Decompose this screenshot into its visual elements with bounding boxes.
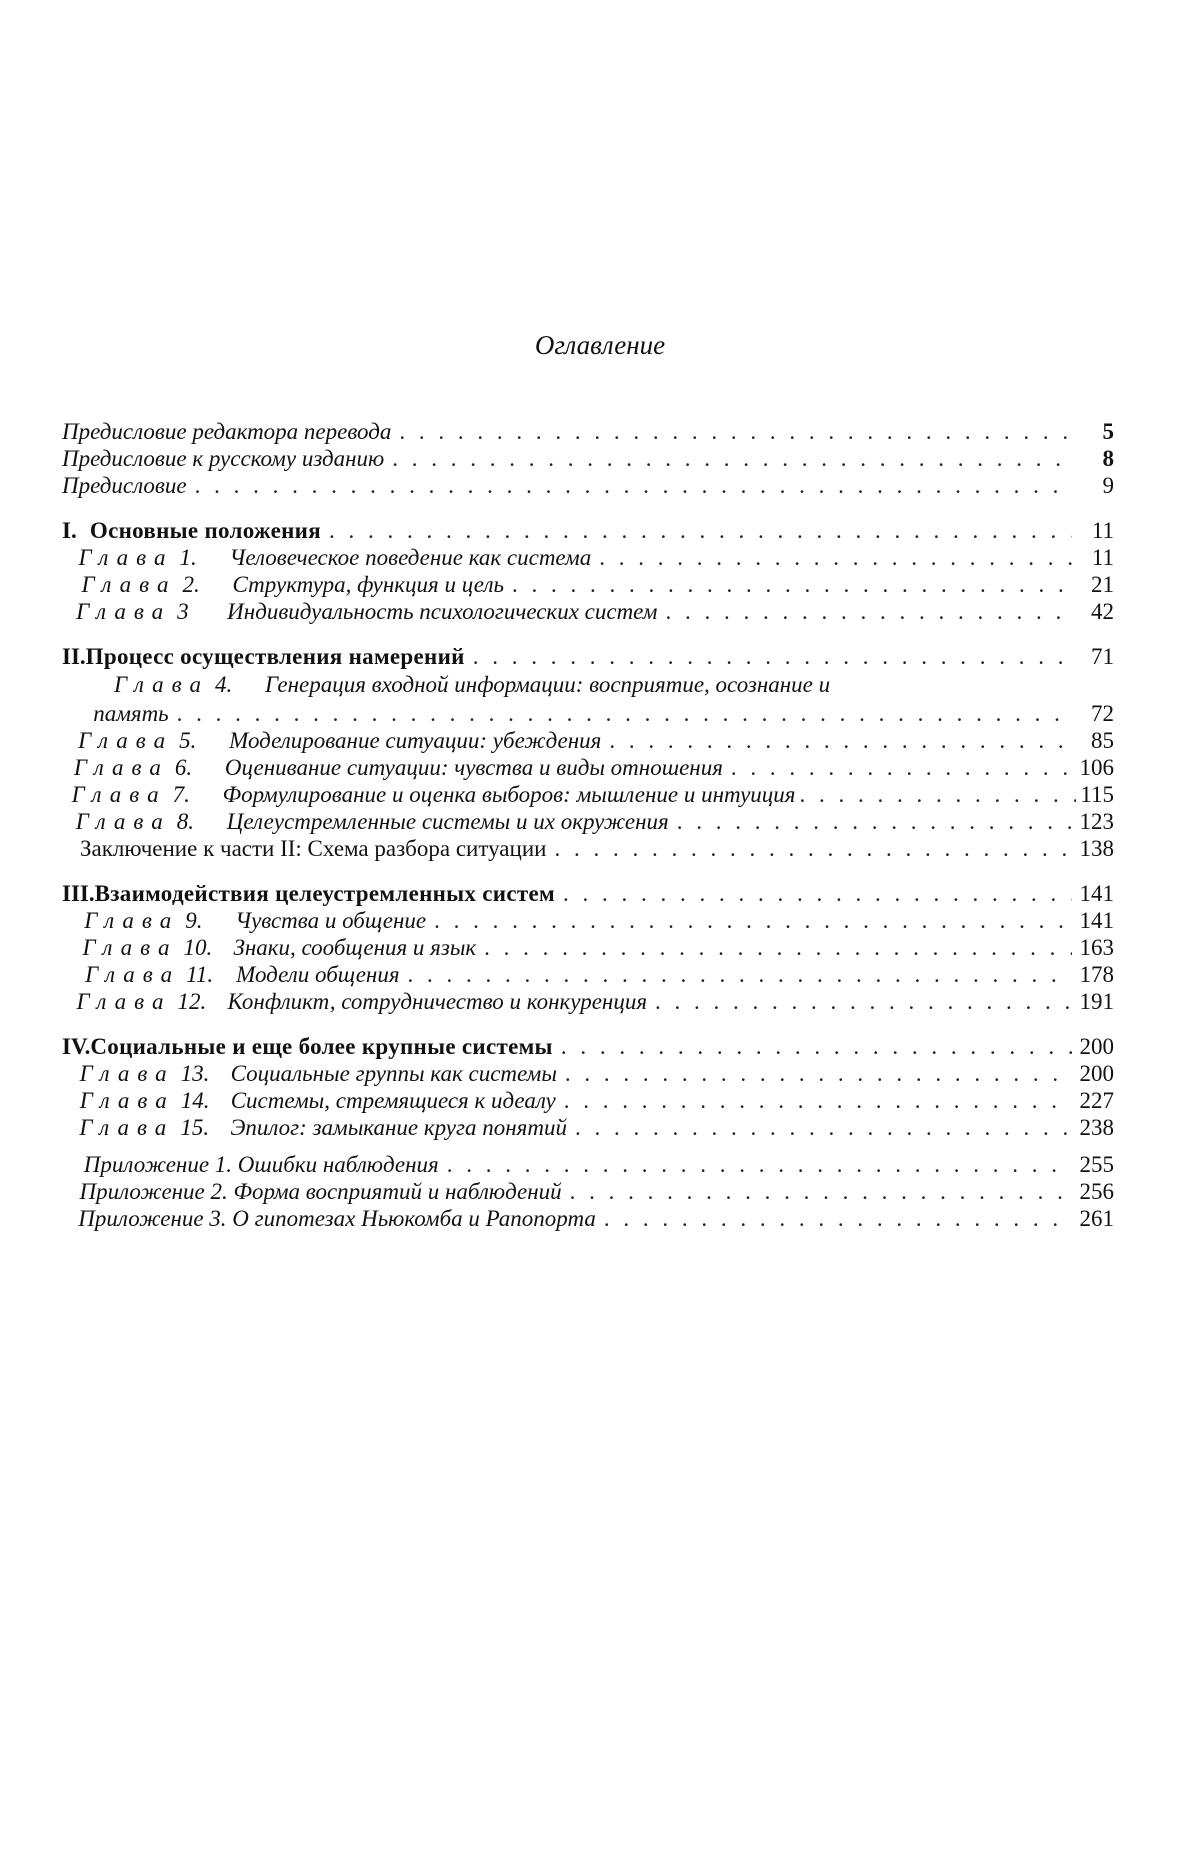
leader-dots <box>329 517 1072 544</box>
part-title: Основные положения <box>89 518 321 543</box>
toc-entry-preface[interactable] <box>62 472 1114 499</box>
chapter-number: 6. <box>174 755 193 780</box>
toc-chapter-3[interactable] <box>62 598 1114 625</box>
chapter-label: Глава <box>78 728 174 753</box>
chapter-title-continued: память <box>93 701 169 726</box>
toc-chapter-4-continued[interactable] <box>62 700 1114 727</box>
leader-dots <box>512 571 1072 598</box>
leader-dots <box>666 598 1073 625</box>
leader-dots <box>554 835 1071 862</box>
toc-part-3[interactable] <box>62 880 1114 907</box>
leader-dots <box>599 544 1072 571</box>
page-number: 178 <box>1079 962 1114 987</box>
chapter-number: 9. <box>185 908 203 933</box>
chapter-number: 11. <box>186 962 214 987</box>
leader-dots <box>564 1087 1072 1114</box>
chapter-label: Глава <box>81 572 177 597</box>
toc-conclusion-part-2[interactable] <box>62 835 1114 862</box>
chapter-number: 12. <box>177 989 207 1014</box>
chapter-label: Глава <box>82 935 178 960</box>
leader-dots <box>392 445 1072 472</box>
toc-chapter-10[interactable] <box>62 934 1114 961</box>
chapter-title: Целеустремленные системы и их окружения <box>226 809 669 834</box>
toc-appendix-2[interactable] <box>62 1178 1114 1205</box>
chapter-number: 13. <box>180 1061 210 1086</box>
chapter-label: Глава <box>79 1115 175 1140</box>
chapter-title: Эпилог: замыкание круга понятий <box>230 1115 567 1140</box>
toc-chapter-8[interactable] <box>62 808 1114 835</box>
leader-dots <box>195 472 1072 499</box>
leader-dots <box>484 934 1071 961</box>
chapter-number: 4. <box>215 672 233 697</box>
chapter-title: Системы, стремящиеся к идеалу <box>230 1088 556 1113</box>
chapter-label: Глава <box>76 989 172 1014</box>
chapter-label: Глава <box>84 908 180 933</box>
part-numeral: IV. <box>62 1034 91 1059</box>
part-numeral: II. <box>62 644 86 669</box>
chapter-title: Социальные группы как системы <box>230 1061 557 1086</box>
chapter-title: Чувства и общение <box>235 908 427 933</box>
page-number: 11 <box>1091 518 1114 543</box>
leader-dots <box>399 418 1072 445</box>
page-number: 141 <box>1079 908 1114 933</box>
chapter-label: Глава <box>78 545 174 570</box>
toc-chapter-5[interactable] <box>62 727 1114 754</box>
chapter-title: Генерация входной информации: восприятие, осознание и <box>265 672 831 697</box>
leader-dots <box>604 1205 1072 1232</box>
part-title: Социальные и еще более крупные системы <box>90 1034 553 1059</box>
chapter-label: Глава <box>71 782 167 807</box>
page-number: 238 <box>1079 1115 1114 1140</box>
page-number: 123 <box>1079 809 1114 834</box>
chapter-label: Глава <box>114 672 209 697</box>
chapter-number: 3 <box>177 599 189 624</box>
toc-part-4[interactable] <box>62 1033 1114 1060</box>
toc-chapter-12[interactable] <box>62 988 1114 1015</box>
chapter-number: 2. <box>182 572 200 597</box>
chapter-title: Формулирование и оценка выборов: мышление и интуиция <box>222 782 796 807</box>
page-number: 138 <box>1079 836 1114 861</box>
chapter-label: Глава <box>75 809 171 834</box>
page-number: 21 <box>1091 572 1114 597</box>
part-title: Процесс осуществления намерений <box>85 644 465 669</box>
chapter-title: Конфликт, сотрудничество и конкуренция <box>227 989 648 1014</box>
entry-title: Предисловие к русскому изданию <box>62 446 385 471</box>
part-title: Взаимодействия целеустремленных систем <box>94 881 555 906</box>
chapter-label: Глава <box>85 962 181 987</box>
entry-title: Предисловие <box>62 473 187 498</box>
chapter-title: Моделирование ситуации: убеждения <box>229 728 602 753</box>
page-number: 71 <box>1091 644 1114 669</box>
chapter-label: Глава <box>76 599 172 624</box>
leader-dots <box>561 1033 1072 1060</box>
leader-dots <box>434 907 1071 934</box>
leader-dots <box>609 727 1072 754</box>
page-number: 85 <box>1091 728 1114 753</box>
toc-chapter-14[interactable] <box>62 1087 1114 1114</box>
chapter-number: 5. <box>179 728 197 753</box>
conclusion-title: Заключение к части II: Схема разбора ситуации <box>80 836 547 861</box>
leader-dots <box>563 880 1072 907</box>
chapter-label: Глава <box>73 755 169 780</box>
chapter-title: Знаки, сообщения и язык <box>233 935 477 960</box>
page-number: 141 <box>1079 881 1114 906</box>
leader-dots <box>799 781 1076 808</box>
chapter-title: Оценивание ситуации: чувства и виды отношения <box>224 755 723 780</box>
page-number: 261 <box>1079 1206 1114 1231</box>
leader-dots <box>473 643 1072 670</box>
leader-dots <box>447 1151 1072 1178</box>
appendix-title: Приложение 1. Ошибки наблюдения <box>83 1152 439 1177</box>
page-title: Оглавление <box>534 330 666 360</box>
page-number: 200 <box>1079 1061 1114 1086</box>
page-number: 72 <box>1091 701 1114 726</box>
page-number: 42 <box>1091 599 1114 624</box>
appendix-title: Приложение 3. О гипотезах Ньюкомба и Рапопорта <box>78 1206 596 1231</box>
page-number: 5 <box>1102 419 1114 444</box>
chapter-number: 10. <box>183 935 213 960</box>
chapter-title: Человеческое поведение как система <box>229 545 592 570</box>
toc-chapter-13[interactable] <box>62 1060 1114 1087</box>
chapter-number: 14. <box>180 1088 210 1113</box>
toc-part-1[interactable] <box>62 517 1114 544</box>
leader-dots <box>655 988 1071 1015</box>
toc-chapter-11[interactable] <box>62 961 1114 988</box>
toc-appendix-3[interactable] <box>62 1205 1114 1232</box>
page-number: 115 <box>1080 782 1114 807</box>
appendix-title: Приложение 2. Форма восприятий и наблюдений <box>79 1179 562 1204</box>
leader-dots <box>677 808 1072 835</box>
page-number: 163 <box>1079 935 1114 960</box>
toc-chapter-1[interactable] <box>62 544 1114 571</box>
toc-chapter-6[interactable] <box>62 754 1114 781</box>
toc-chapter-2[interactable] <box>62 571 1114 598</box>
chapter-number: 15. <box>180 1115 210 1140</box>
part-numeral: III. <box>62 881 95 906</box>
toc-entry-russian-preface[interactable] <box>62 445 1114 472</box>
toc-entry-editor-preface[interactable] <box>62 418 1114 445</box>
chapter-label: Глава <box>79 1061 175 1086</box>
page-number: 11 <box>1091 545 1114 570</box>
toc-appendix-1[interactable] <box>62 1151 1114 1178</box>
toc-chapter-7[interactable] <box>62 781 1114 808</box>
page-number: 191 <box>1079 989 1114 1014</box>
toc-chapter-15[interactable] <box>62 1114 1114 1141</box>
table-of-contents <box>62 418 1114 1232</box>
chapter-title: Модели общения <box>236 962 400 987</box>
chapter-number: 1. <box>179 545 197 570</box>
toc-part-2[interactable] <box>62 643 1114 670</box>
leader-dots <box>408 961 1072 988</box>
page-number: 256 <box>1079 1179 1114 1204</box>
leader-dots <box>177 700 1072 727</box>
chapter-number: 7. <box>172 782 190 807</box>
leader-dots <box>570 1178 1072 1205</box>
leader-dots <box>565 1060 1072 1087</box>
page-number: 227 <box>1079 1088 1114 1113</box>
toc-chapter-4[interactable] <box>62 670 1114 700</box>
chapter-label: Глава <box>79 1088 175 1113</box>
page-number: 9 <box>1102 473 1114 498</box>
chapter-title: Индивидуальность психологических систем <box>227 599 658 624</box>
page-number: 8 <box>1102 446 1114 471</box>
toc-chapter-9[interactable] <box>62 907 1114 934</box>
part-numeral: I. <box>62 518 77 543</box>
entry-title: Предисловие редактора перевода <box>62 419 392 444</box>
page-number: 200 <box>1079 1034 1114 1059</box>
page-number: 106 <box>1079 755 1114 780</box>
leader-dots <box>731 754 1072 781</box>
page-number: 255 <box>1079 1152 1114 1177</box>
chapter-title: Структура, функция и цель <box>232 572 504 597</box>
leader-dots <box>575 1114 1072 1141</box>
chapter-number: 8. <box>176 809 195 834</box>
